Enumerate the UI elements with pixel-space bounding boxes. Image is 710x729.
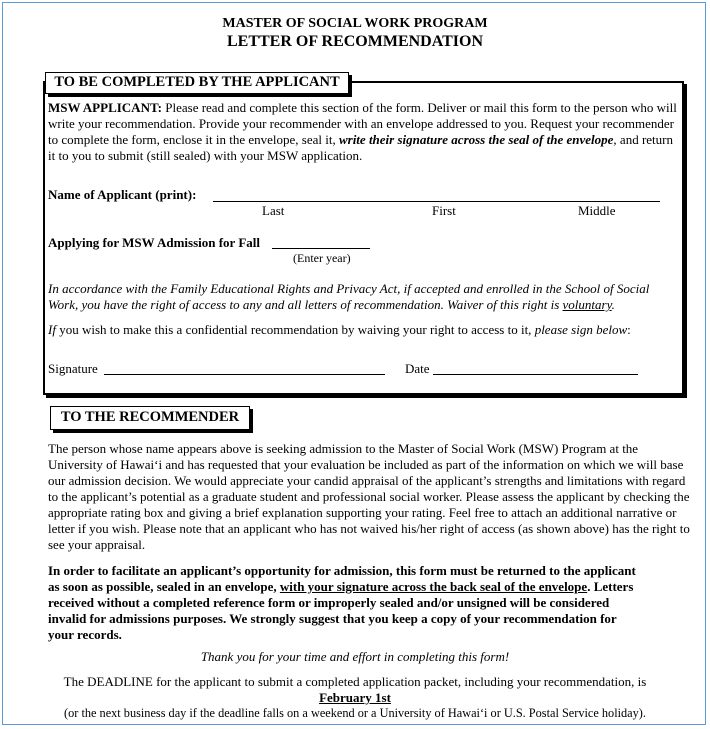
admission-year-field[interactable] (272, 248, 370, 249)
thank-you-note: Thank you for your time and effort in completing this form! (200, 649, 510, 664)
waiver-body: you wish to make this a confidential recommendation by waiving your right to access to it, (55, 322, 535, 337)
form-title: LETTER OF RECOMMENDATION (226, 33, 483, 50)
name-part-last: Last (262, 203, 285, 218)
date-field[interactable] (433, 374, 638, 375)
return-line-2b: . Letters (587, 579, 634, 594)
return-line-2 (48, 579, 698, 595)
applicant-name-field[interactable] (213, 201, 660, 202)
waiver-sign-below: please sign below (534, 322, 628, 337)
ferpa-text: In accordance with the Family Educational Rights and Privacy Act, if accepted and enrolled in the School of Social Work, you have the right of access to any and all letters of recommendation. Waiver of this right is (48, 281, 650, 312)
waiver-if: If (48, 322, 56, 337)
applicant-instructions (48, 100, 678, 164)
admission-label: Applying for MSW Admission for Fall (48, 235, 261, 250)
return-line-2-underline: with your signature across the back seal of the envelope (279, 579, 588, 594)
name-part-middle: Middle (578, 203, 616, 218)
deadline-note: (or the next business day if the deadline falls on a weekend or a University of Hawai‘i or U.S. Postal Service holiday). (64, 706, 646, 720)
date-label: Date (405, 361, 430, 376)
signature-label: Signature (48, 361, 98, 376)
recommender-section-label: TO THE RECOMMENDER (50, 406, 250, 430)
return-instructions (48, 563, 698, 643)
instructions-emphasis: write their signature across the seal of the envelope (338, 132, 614, 147)
instructions-text: Please read and complete this section of the form. Deliver or mail this form to the person who will write your recommendation. Provide your recommender with an envelope addressed to you. Request your recommender to complete the form, enclose it in the envelope, seal it, (48, 100, 677, 147)
return-line-1: In order to facilitate an applicant’s opportunity for admission, this form must be returned to the applicant (48, 563, 636, 578)
return-line-5: your records. (48, 627, 122, 642)
ferpa-notice: In accordance with the Family Educational Rights and Privacy Act, if accepted and enrolled in the School of Social Work, you have the right of access to any and all letters of recommendation. Waiver of this right is voluntary. (48, 281, 650, 312)
recommender-instructions: The person whose name appears above is seeking admission to the Master of Social Work (MSW) Program at the University of Hawai‘i and has requested that your evaluation be included as part of the information on which we will base our admission decision. We would appreciate your candid appraisal of the applicant’s strengths and limitations with regard to the applicant’s potential as a graduate student and professional social worker. Please assess the applicant by checking the appropriate rating box and giving a brief explanation supporting your rating. Feel free to attach an additional narrative or letter if you wish. Please note that an applicant who has not waived his/her right of access (as shown above) has the right to see your appraisal. (48, 441, 690, 552)
signature-field[interactable] (104, 374, 385, 375)
waiver-text: If you wish to make this a confidential recommendation by waiving your right to access to it, please sign below: (48, 322, 631, 337)
return-line-3: received without a completed reference form or improperly sealed and/or unsigned will be considered (48, 595, 610, 610)
return-line-4: invalid for admissions purposes. We strongly suggest that you keep a copy of your recommendation for (48, 611, 617, 626)
applicant-section-label: TO BE COMPLETED BY THE APPLICANT (45, 72, 349, 94)
admission-year-hint: (Enter year) (293, 251, 351, 265)
applicant-name-label: Name of Applicant (print): (48, 187, 197, 202)
name-part-first: First (432, 203, 456, 218)
deadline-text: The DEADLINE for the applicant to submit a completed application packet, including your recommendation, is (63, 674, 647, 689)
instructions-end: , and return it to you to submit (still sealed) with your MSW application. (48, 132, 673, 163)
ferpa-voluntary: voluntary (562, 297, 612, 312)
program-title: MASTER OF SOCIAL WORK PROGRAM (222, 16, 488, 31)
deadline-date: February 1st (319, 690, 391, 705)
return-line-2a: as soon as possible, sealed in an envelope, (48, 579, 280, 594)
instructions-lead: MSW APPLICANT: (48, 100, 162, 115)
